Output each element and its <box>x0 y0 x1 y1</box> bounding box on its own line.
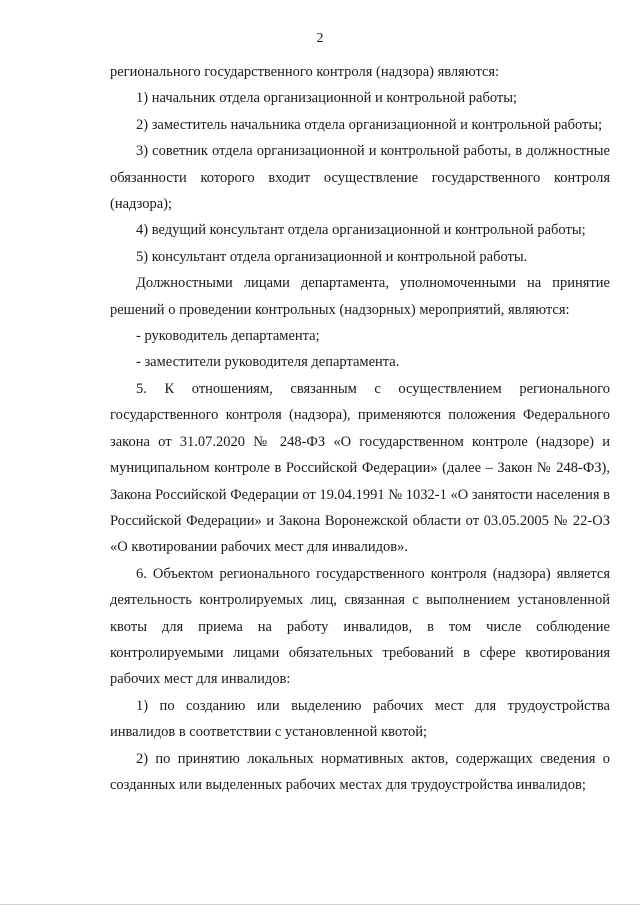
paragraph-clause-6-item-1: 1) по созданию или выделению рабочих мест для трудоустройства инвалидов в соответствии с установленной квотой; <box>110 697 610 741</box>
paragraph-item-consultant: 5) консультант отдела организационной и контрольной работы. <box>136 248 528 265</box>
page-number: 2 <box>316 31 324 46</box>
paragraph-clause-6: 6. Объектом регионального государственного контроля (надзора) является деятельность контролируемых лиц, связанная с выполнением установленной квоты для приема на работу инвалидов, в том числе соблюдение контролируемыми лицами обязательных требований в сфере квотирования рабочих мест для инвалидов: <box>110 565 610 688</box>
paragraph-item-lead-consultant: 4) ведущий консультант отдела организационной и контрольной работы; <box>136 222 586 239</box>
paragraph-item-deputy-head: 2) заместитель начальника отдела организационной и контрольной работы; <box>136 116 603 133</box>
paragraph-clause-5: 5. К отношениям, связанным с осуществлением регионального государственного контроля (надзора), применяются положения Федерального закона от 31.07.2020 № 248-ФЗ «О государственном контроле (надзоре) и муниципальном контроле в Российской Федерации» (далее – Закон № 248-ФЗ), Закона Российской Федерации от 19.04.1991 № 1032-1 «О занятости населения в Российской Федерации» и Закона Воронежской области от 03.05.2005 № 22-ОЗ «О квотировании рабочих мест для инвалидов». <box>110 380 610 556</box>
paragraph-officials-list-intro: регионального государственного контроля (надзора) являются: <box>110 64 500 80</box>
paragraph-item-deputy-department-heads: - заместители руководителя департамента. <box>136 354 400 371</box>
paragraph-item-department-head: - руководитель департамента; <box>136 328 320 345</box>
document-body <box>110 59 610 798</box>
paragraph-clause-6-item-2: 2) по принятию локальных нормативных актов, содержащих сведения о созданных или выделенных рабочих местах для трудоустройства инвалидов; <box>110 750 610 793</box>
paragraph-item-head-of-division: 1) начальник отдела организационной и контрольной работы; <box>136 90 518 107</box>
paragraph-decision-makers-intro: Должностными лицами департамента, уполномоченными на принятие решений о проведении контрольных (надзорных) мероприятий, являются: <box>110 275 610 318</box>
paragraph-item-advisor: 3) советник отдела организационной и контрольной работы, в должностные обязанности которого входит осуществление государственного контроля (надзора); <box>110 143 610 213</box>
